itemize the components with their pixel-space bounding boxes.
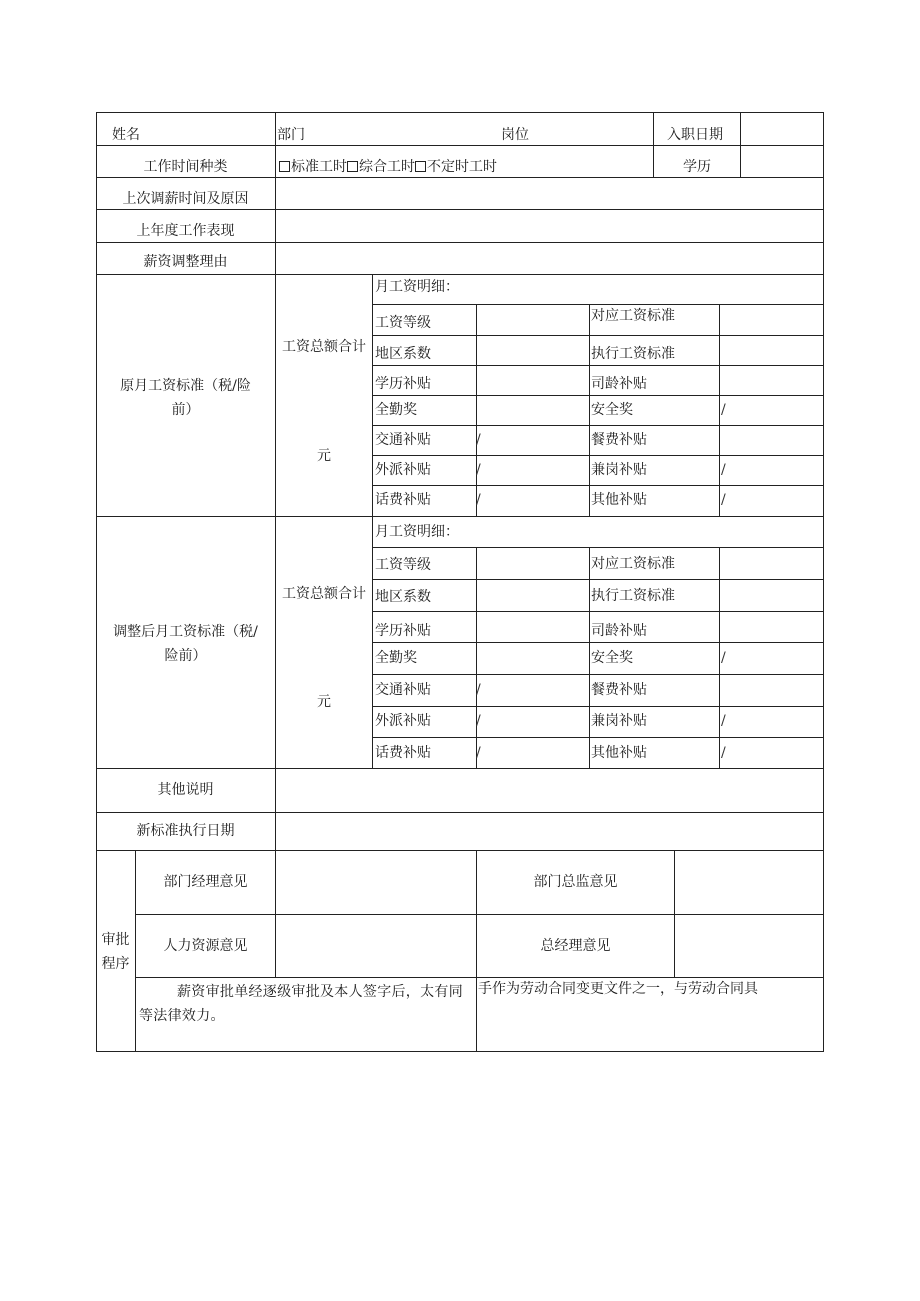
- dept-manager-opinion-label: 部门经理意见: [163, 874, 248, 890]
- name-label: 姓名: [112, 127, 140, 143]
- adj-item-right-5: 兼岗补贴: [591, 713, 647, 729]
- column-divider: [589, 304, 590, 516]
- row-divider: [372, 455, 824, 456]
- column-divider: [719, 547, 720, 768]
- adj-item-right-value-3[interactable]: /: [721, 650, 726, 666]
- checkbox-icon: [415, 161, 426, 172]
- table-border-top: [96, 112, 824, 113]
- orig-item-right-4: 餐费补贴: [591, 432, 647, 448]
- row-divider: [96, 812, 824, 813]
- row-divider: [372, 395, 824, 396]
- adjusted-salary-label: 调整后月工资标准（税/: [113, 624, 258, 640]
- salary-adjustment-form: [96, 112, 824, 1052]
- last-adjust-field[interactable]: [279, 182, 819, 204]
- column-divider: [476, 547, 477, 768]
- flexible-hours-checkbox[interactable]: 不定时工时: [415, 159, 497, 175]
- adjusted-detail-title: 月工资明细：: [375, 524, 459, 540]
- column-divider: [740, 112, 741, 177]
- row-divider: [372, 485, 824, 486]
- work-time-options: [279, 159, 497, 175]
- approval-note-right: 手作为劳动合同变更文件之一，与劳动合同具: [478, 981, 758, 997]
- row-divider: [372, 706, 824, 707]
- table-border-left: [96, 112, 97, 1052]
- row-divider: [96, 850, 824, 851]
- table-border-right: [823, 112, 824, 1052]
- dept-director-opinion-field[interactable]: [678, 856, 820, 908]
- orig-item-left-value-5[interactable]: /: [476, 462, 481, 478]
- orig-item-right-6: 其他补贴: [591, 492, 647, 508]
- adj-item-left-3: 全勤奖: [375, 650, 417, 666]
- column-divider: [719, 304, 720, 516]
- department-label: 部门: [277, 127, 305, 143]
- orig-item-left-6: 话费补贴: [375, 492, 431, 508]
- orig-item-left-1: 地区系数: [375, 346, 431, 362]
- comprehensive-hours-checkbox[interactable]: 综合工时: [347, 159, 415, 175]
- row-divider: [372, 335, 824, 336]
- adjusted-salary-label-cont: 险前）: [164, 648, 207, 664]
- adj-item-left-1: 地区系数: [375, 589, 431, 605]
- row-divider: [372, 365, 824, 366]
- approval-note-left: 薪资审批单经逐级审批及本人签字后，太有同等法律效力。: [139, 984, 463, 1024]
- row-divider: [96, 177, 824, 178]
- row-divider: [372, 674, 824, 675]
- orig-item-right-3: 安全奖: [591, 402, 633, 418]
- orig-item-right-0: 对应工资标准: [591, 308, 675, 324]
- orig-item-left-5: 外派补贴: [375, 462, 431, 478]
- row-divider: [372, 642, 824, 643]
- last-year-performance-field[interactable]: [279, 214, 819, 236]
- last-adjust-label: 上次调薪时间及原因: [122, 191, 249, 207]
- adjusted-total-label: 工资总额合计: [282, 586, 366, 602]
- approval-label: 审批: [101, 932, 130, 948]
- row-divider: [372, 579, 824, 580]
- standard-hours-checkbox[interactable]: 标准工时: [279, 159, 347, 175]
- orig-item-left-2: 学历补贴: [375, 376, 431, 392]
- new-effective-date-label: 新标准执行日期: [136, 823, 235, 839]
- orig-item-right-value-6[interactable]: /: [721, 492, 726, 508]
- adj-item-left-value-4[interactable]: /: [476, 682, 481, 698]
- orig-item-right-value-3[interactable]: /: [721, 402, 726, 418]
- column-divider: [275, 112, 276, 850]
- hire-date-label: 入职日期: [667, 127, 723, 143]
- row-divider: [96, 209, 824, 210]
- adjusted-total-unit: 元: [317, 694, 331, 710]
- orig-item-left-4: 交通补贴: [375, 432, 431, 448]
- orig-item-left-value-4[interactable]: /: [476, 432, 481, 448]
- dept-manager-opinion-field[interactable]: [279, 856, 472, 908]
- original-total-label: 工资总额合计: [282, 339, 366, 355]
- row-divider: [96, 274, 824, 275]
- adj-item-left-0: 工资等级: [375, 557, 431, 573]
- new-effective-date-field[interactable]: [279, 817, 819, 845]
- dept-director-opinion-label: 部门总监意见: [533, 874, 618, 890]
- adj-item-right-value-6[interactable]: /: [721, 745, 726, 761]
- table-border-bottom: [96, 1051, 824, 1052]
- work-time-type-label: 工作时间种类: [143, 159, 228, 175]
- column-divider: [372, 274, 373, 768]
- orig-item-left-3: 全勤奖: [375, 402, 417, 418]
- approval-label-cont: 程序: [101, 956, 130, 972]
- adj-item-left-value-6[interactable]: /: [476, 745, 481, 761]
- row-divider: [372, 304, 824, 305]
- adjust-reason-field[interactable]: [279, 247, 819, 269]
- position-label: 岗位: [501, 127, 529, 143]
- gm-opinion-field[interactable]: [678, 920, 820, 972]
- row-divider: [372, 547, 824, 548]
- gm-opinion-label: 总经理意见: [540, 938, 611, 954]
- row-divider: [372, 425, 824, 426]
- hr-opinion-label: 人力资源意见: [163, 938, 248, 954]
- adj-item-left-6: 话费补贴: [375, 745, 431, 761]
- adj-item-right-value-5[interactable]: /: [721, 713, 726, 729]
- orig-item-right-5: 兼岗补贴: [591, 462, 647, 478]
- adj-item-right-0: 对应工资标准: [591, 556, 675, 572]
- other-notes-field[interactable]: [279, 774, 819, 806]
- education-label: 学历: [683, 159, 711, 175]
- adjust-reason-label: 薪资调整理由: [143, 254, 228, 270]
- adj-item-right-1: 执行工资标准: [591, 588, 675, 604]
- column-divider: [674, 850, 675, 977]
- hr-opinion-field[interactable]: [279, 920, 472, 972]
- checkbox-icon: [347, 161, 358, 172]
- hire-date-field[interactable]: [744, 119, 820, 141]
- original-salary-label-cont: 前）: [171, 402, 200, 418]
- row-divider: [96, 242, 824, 243]
- adj-item-left-4: 交通补贴: [375, 682, 431, 698]
- original-salary-label: 原月工资标准（税/险: [120, 378, 251, 394]
- row-divider: [372, 737, 824, 738]
- original-detail-title: 月工资明细：: [375, 279, 459, 295]
- column-divider: [275, 850, 276, 977]
- original-total-unit: 元: [317, 448, 331, 464]
- adj-item-left-5: 外派补贴: [375, 713, 431, 729]
- row-divider: [135, 914, 824, 915]
- checkbox-icon: [279, 161, 290, 172]
- orig-item-left-value-6[interactable]: /: [476, 492, 481, 508]
- other-notes-label: 其他说明: [157, 782, 214, 798]
- column-divider: [589, 547, 590, 768]
- adj-item-right-4: 餐费补贴: [591, 682, 647, 698]
- column-divider: [476, 304, 477, 516]
- education-field[interactable]: [744, 151, 820, 173]
- adj-item-right-2: 司龄补贴: [591, 623, 647, 639]
- adj-item-left-2: 学历补贴: [375, 623, 431, 639]
- adj-item-right-6: 其他补贴: [591, 745, 647, 761]
- orig-item-right-2: 司龄补贴: [591, 376, 647, 392]
- orig-item-left-0: 工资等级: [375, 315, 431, 331]
- orig-item-right-value-5[interactable]: /: [721, 462, 726, 478]
- row-divider: [96, 145, 824, 146]
- row-divider: [372, 611, 824, 612]
- last-year-performance-label: 上年度工作表现: [136, 223, 235, 239]
- adj-item-left-value-5[interactable]: /: [476, 713, 481, 729]
- orig-item-right-1: 执行工资标准: [591, 346, 675, 362]
- row-divider: [96, 768, 824, 769]
- row-divider: [96, 516, 824, 517]
- adj-item-right-3: 安全奖: [591, 650, 633, 666]
